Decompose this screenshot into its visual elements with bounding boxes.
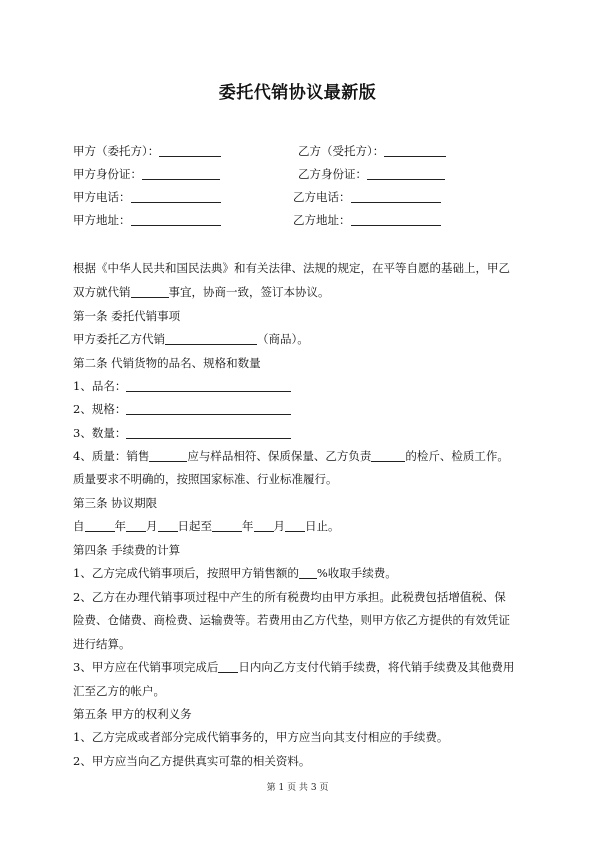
party-a-phone-blank[interactable] <box>131 190 221 203</box>
article-2-quality-b: 应与样品相符、保质保量、乙方负责 <box>187 449 372 463</box>
article-4-item-2-line-2: 险费、仓储费、商检费、运输费等。若费用由乙方代垫，则甲方依乙方提供的有效凭证 <box>73 613 510 627</box>
article-5-item-1: 1、乙方完成或者部分完成代销事务的，甲方应当向其支付相应的手续费。 <box>73 730 449 744</box>
party-a-addr-row <box>73 212 221 228</box>
article-2-name-row <box>73 378 291 394</box>
article-2-quality-c: 的检斤、检质工作。 <box>405 449 509 463</box>
article-5-item-2: 2、甲方应当向乙方提供真实可靠的相关资料。 <box>73 754 311 768</box>
page-footer <box>0 780 595 793</box>
footer-suffix: 页 <box>319 783 329 793</box>
party-a-name-label: 甲方（委托方）： <box>73 144 160 158</box>
article-2-heading: 第二条 代销货物的品名、规格和数量 <box>73 356 261 370</box>
intro-line-1: 根据《中华人民共和国民法典》和有关法律、法规的规定，在平等自愿的基础上，甲乙 <box>73 261 510 275</box>
article-4-item-2-line-1: 2、乙方在办理代销事项过程中产生的所有税费均由甲方承担。此税费包括增值税、保 <box>73 590 506 604</box>
start-month-blank[interactable] <box>126 519 146 532</box>
party-a-id-blank[interactable] <box>142 167 220 180</box>
article-4-item-3-a: 3、甲方应在代销事项完成后 <box>73 660 219 674</box>
article-5-heading: 第五条 甲方的权利义务 <box>73 707 192 721</box>
footer-prefix: 第 <box>266 783 276 793</box>
intro-text-a: 双方就代销 <box>73 285 131 299</box>
party-b-phone-label: 乙方电话： <box>293 190 351 204</box>
article-2-spec-row <box>73 401 291 417</box>
article-3-until: 日起至 <box>177 519 212 533</box>
article-3-month-1: 月 <box>146 519 158 533</box>
footer-middle: 页 共 <box>287 783 308 793</box>
party-b-id-label: 乙方身份证： <box>298 167 367 181</box>
party-a-addr-label: 甲方地址： <box>73 213 131 227</box>
article-2-quality-blank-1[interactable] <box>149 449 187 462</box>
end-year-blank[interactable] <box>212 519 242 532</box>
article-2-quality-row <box>73 448 509 464</box>
article-4-heading: 第四条 手续费的计算 <box>73 543 181 557</box>
start-year-blank[interactable] <box>85 519 115 532</box>
intro-text-b: 事宜，协商一致，签订本协议。 <box>168 285 330 299</box>
article-2-quality-blank-2[interactable] <box>371 449 405 462</box>
party-a-name-row <box>73 143 221 159</box>
article-3-from: 自 <box>73 519 85 533</box>
end-month-blank[interactable] <box>254 519 274 532</box>
article-3-year-2: 年 <box>242 519 254 533</box>
article-3-heading: 第三条 协议期限 <box>73 496 158 510</box>
article-3-end: 日止。 <box>305 519 340 533</box>
article-3-period-row <box>73 518 340 534</box>
intro-blank[interactable] <box>131 285 169 298</box>
article-2-spec-label: 2、规格： <box>73 402 127 416</box>
article-4-item-1 <box>73 565 397 581</box>
party-b-addr-blank[interactable] <box>351 213 441 226</box>
party-a-addr-blank[interactable] <box>131 213 221 226</box>
article-2-qty-label: 3、数量： <box>73 426 127 440</box>
article-2-quality-a: 4、质量：销售 <box>73 449 150 463</box>
party-a-name-blank[interactable] <box>159 144 221 157</box>
article-4-item-3-b: 日内向乙方支付代销手续费，将代销手续费及其他费用 <box>238 660 515 674</box>
article-1-line <box>73 331 309 347</box>
article-2-qty-row <box>73 425 291 441</box>
article-4-item-1-b: %收取手续费。 <box>316 566 397 580</box>
intro-line-2 <box>73 284 330 300</box>
article-4-item-3-line-1 <box>73 659 514 675</box>
fee-percent-blank[interactable] <box>299 566 317 579</box>
party-b-id-blank[interactable] <box>367 167 445 180</box>
document-title: 委托代销协议最新版 <box>218 83 377 103</box>
party-b-phone-blank[interactable] <box>351 190 441 203</box>
article-3-month-2: 月 <box>273 519 285 533</box>
total-pages: 3 <box>310 783 317 793</box>
article-2-name-label: 1、品名： <box>73 379 127 393</box>
article-4-item-2-line-3: 进行结算。 <box>73 637 131 651</box>
party-a-id-label: 甲方身份证： <box>73 167 142 181</box>
article-2-qty-blank[interactable] <box>126 426 291 439</box>
party-b-name-row <box>298 143 446 159</box>
article-1-text-a: 甲方委托乙方代销 <box>73 332 165 346</box>
article-1-goods-blank[interactable] <box>165 332 257 345</box>
article-2-quality-line-2: 质量要求不明确的，按照国家标准、行业标准履行。 <box>73 472 338 486</box>
article-4-item-3-line-2: 汇至乙方的帐户。 <box>73 684 165 698</box>
party-a-phone-label: 甲方电话： <box>73 190 131 204</box>
article-2-name-blank[interactable] <box>126 379 291 392</box>
party-a-id-row <box>73 166 220 182</box>
article-4-item-1-a: 1、乙方完成代销事项后，按照甲方销售额的 <box>73 566 299 580</box>
party-b-addr-row <box>293 212 441 228</box>
party-b-addr-label: 乙方地址： <box>293 213 351 227</box>
article-1-heading: 第一条 委托代销事项 <box>73 309 181 323</box>
article-1-text-b: （商品）。 <box>257 332 309 346</box>
article-3-year-1: 年 <box>114 519 126 533</box>
party-b-phone-row <box>293 189 441 205</box>
start-day-blank[interactable] <box>158 519 178 532</box>
payment-days-blank[interactable] <box>218 660 238 673</box>
party-a-phone-row <box>73 189 221 205</box>
end-day-blank[interactable] <box>285 519 305 532</box>
current-page: 1 <box>278 783 285 793</box>
party-b-name-label: 乙方（受托方）： <box>298 144 385 158</box>
article-2-spec-blank[interactable] <box>126 402 291 415</box>
party-b-name-blank[interactable] <box>384 144 446 157</box>
party-b-id-row <box>298 166 445 182</box>
